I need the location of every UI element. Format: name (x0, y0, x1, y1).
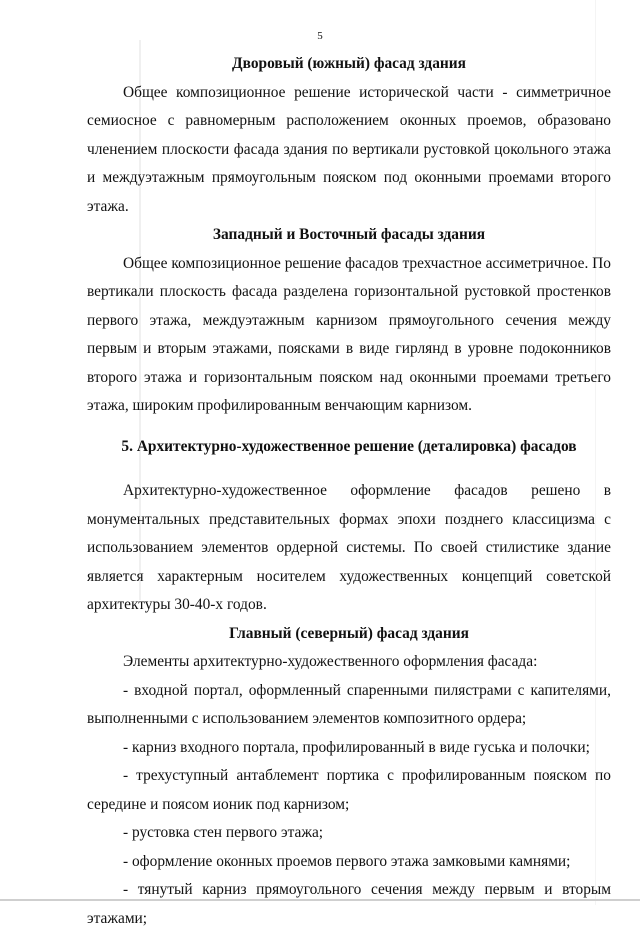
heading-courtyard-facade: Дворовый (южный) фасад здания (232, 55, 466, 72)
paragraph-decoration: Архитектурно-художественное оформление фасадов решено в монументальных представительных формах эпохи позднего классицизма с использованием элементов ордерной системы. По своей стилистике здание является характерным носителем художественных концепций советской архитектуры 30-40-х годов. (87, 482, 611, 613)
list-item-rustication: - рустовка стен первого этажа; (123, 824, 324, 841)
section-heading-5: 5. Архитектурно-художественное решение (деталировка) фасадов (121, 437, 577, 455)
page-bottom-edge (0, 899, 640, 901)
list-item-keystones: - оформление оконных проемов первого этажа замковыми камнями; (123, 852, 571, 870)
heading-west-east-facades: Западный и Восточный фасады здания (212, 226, 486, 243)
heading-main-facade: Главный (северный) фасад здания (229, 624, 469, 642)
document-body (87, 50, 611, 933)
list-item-drawn-cornice: - тянутый карниз прямоугольного сечения между первым и вторым этажами; (87, 881, 611, 927)
paragraph-courtyard-facade: Общее композиционное решение исторической части - симметричное семиосное с равномерным расположением оконных проемов, образовано членением плоскости фасада здания по вертикали рустовкой цокольного этажа и междуэтажным прямоугольным пояском под оконными проемами второго этажа. (87, 83, 611, 215)
list-item-portal-cornice: - карниз входного портала, профилированный в виде гуська и полочки; (123, 738, 590, 756)
page-number: 5 (317, 30, 323, 42)
paragraph-elements-intro: Элементы архитектурно-художественного оформления фасада: (123, 653, 538, 670)
list-item-portal: - входной портал, оформленный спаренными пилястрами с капителями, выполненными с использованием элементов композитного ордера; (87, 681, 611, 727)
list-item-entablature: - трехуступный антаблемент портика с профилированным пояском по середине и поясом ионик под карнизом; (87, 767, 611, 813)
paragraph-west-east-facades: Общее композиционное решение фасадов трехчастное ассиметричное. По вертикали плоскость фасада разделена горизонтальной рустовкой простенков первого этажа, междуэтажным карнизом прямоугольного сечения между первым и вторым этажами, поясками в виде гирлянд в уровне подоконников второго этажа и горизонтальным пояском над оконными проемами третьего этажа, широким профилированным венчающим карнизом. (87, 254, 611, 414)
